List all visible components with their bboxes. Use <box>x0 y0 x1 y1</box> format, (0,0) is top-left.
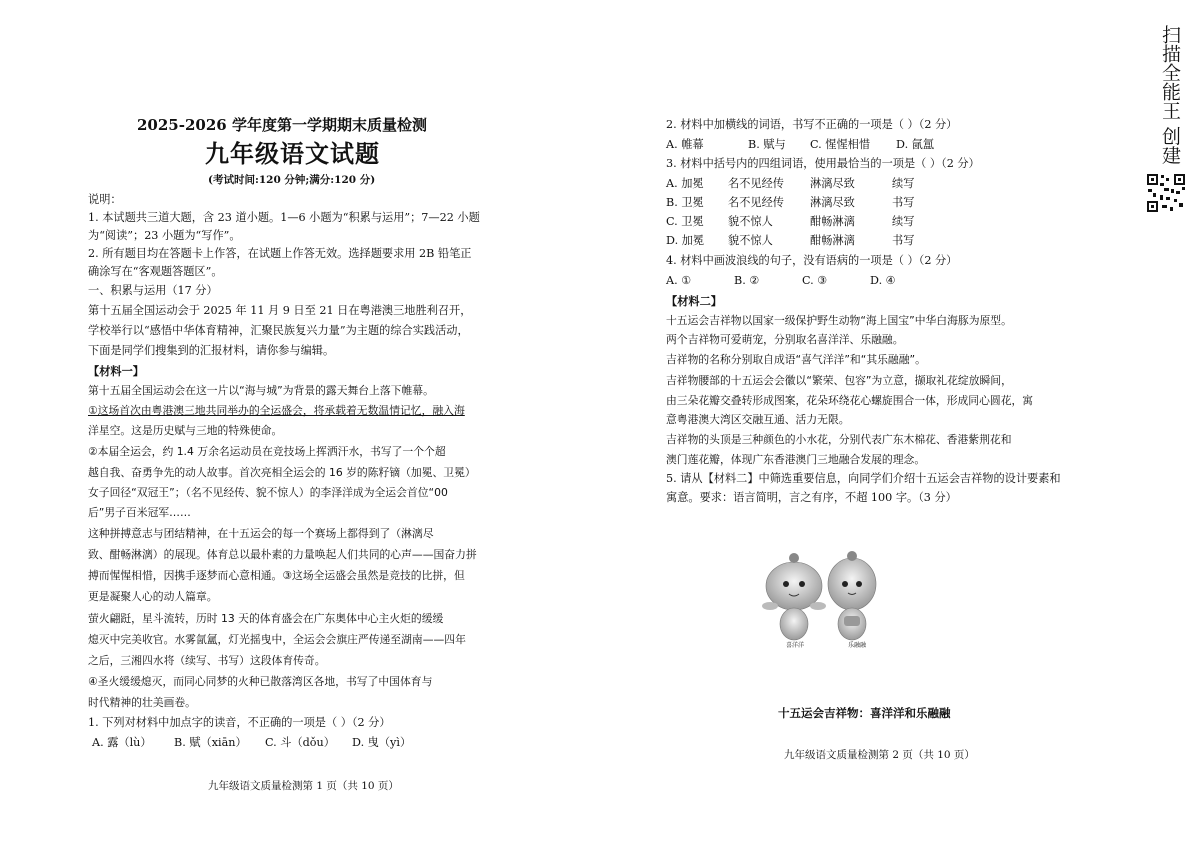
question-2-option: A. 帷幕 <box>666 138 704 151</box>
material2-line: 吉祥物腰部的十五运会会徽以“繁荣、包容”为立意，撷取礼花绽放瞬间， <box>666 374 1012 387</box>
mascot-caption: 十五运会吉祥物：喜洋洋和乐融融 <box>778 706 951 720</box>
q3-option-label: D. 加冕 <box>666 234 705 247</box>
material1-line: 洋星空。这是历史赋与三地的特殊使命。 <box>88 424 283 437</box>
material1-line: 时代精神的壮美画卷。 <box>88 696 196 709</box>
question-1-stem: 1. 下列对材料中加点字的读音，不正确的一项是（ ）（2 分） <box>88 716 391 729</box>
material2-line: 两个吉祥物可爱萌宠，分别取名喜洋洋、乐融融。 <box>666 333 904 346</box>
material1-line: 更是凝聚人心的动人篇章。 <box>88 590 218 603</box>
subject-title: 九年级语文试题 <box>205 140 380 168</box>
q3-option-word: 续写 <box>892 177 915 190</box>
material2-label: 【材料二】 <box>666 294 722 308</box>
material1-line: ④圣火缓缓熄灭，而同心同梦的火种已散落湾区各地，书写了中国体育与 <box>88 675 433 688</box>
q3-option-word: 淋漓尽致 <box>810 177 855 190</box>
question-3-stem: 3. 材料中括号内的四组词语，使用最恰当的一项是（ ）（2 分） <box>666 157 980 170</box>
intro-line: 第十五届全国运动会于 2025 年 11 月 9 日至 21 日在粤港澳三地胜利召开， <box>88 304 472 317</box>
material2-line: 吉祥物的头顶是三种颜色的小水花，分别代表广东木棉花、香港紫荆花和 <box>666 433 1012 446</box>
q3-option-label: C. 卫冕 <box>666 215 704 228</box>
material1-line: ①这场首次由粤港澳三地共同举办的全运盛会，将承载着无数温情记忆，融入海 <box>88 404 465 417</box>
time-info: (考试时间:120 分钟;满分:120 分) <box>208 174 376 186</box>
scanner-watermark: 扫描全能王 创建 <box>1159 25 1181 165</box>
instruction-line: 2. 所有题目均在答题卡上作答，在试题上作答无效。选择题要求用 2B 铅笔正 <box>88 247 472 260</box>
question-4-option: D. ④ <box>870 274 896 287</box>
intro-line: 学校举行以“感悟中华体育精神，汇聚民族复兴力量”为主题的综合实践活动， <box>88 324 469 337</box>
q3-option-word: 书写 <box>892 196 915 209</box>
mascot-name-right: 乐融融 <box>848 642 867 649</box>
material1-line: ②本届全运会，约 1.4 万余名运动员在竞技场上挥洒汗水，书写了一个个超 <box>88 445 446 458</box>
q3-option-word: 续写 <box>892 215 915 228</box>
material1-label: 【材料一】 <box>88 364 144 378</box>
material1-line: 萤火翩跹，星斗流转，历时 13 天的体育盛会在广东奥体中心主火炬的缓缓 <box>88 612 444 625</box>
intro-line: 下面是同学们搜集到的汇报材料，请你参与编辑。 <box>88 344 335 357</box>
question-2-stem: 2. 材料中加横线的词语，书写不正确的一项是（ ）（2 分） <box>666 118 958 131</box>
q3-option-label: A. 加冕 <box>666 177 704 190</box>
question-4-option: A. ① <box>666 274 692 287</box>
q3-option-word: 貌不惊人 <box>728 234 773 247</box>
exam-title: 2025-2026 学年度第一学期期末质量检测 <box>137 116 427 134</box>
question-4-stem: 4. 材料中画波浪线的句子，没有语病的一项是（ ）（2 分） <box>666 254 958 267</box>
material1-line: 第十五届全国运动会在这一片以“海与城”为背景的露天舞台上落下帷幕。 <box>88 384 434 397</box>
question-2-option: B. 赋与 <box>748 138 786 151</box>
question-4-option: B. ② <box>734 274 760 287</box>
q3-option-word: 名不见经传 <box>728 177 784 190</box>
material1-line: 搏而惺惺相惜，因携手逐梦而心意相通。③这场全运盛会虽然是竞技的比拼，但 <box>88 569 465 582</box>
question-1-option: D. 曳（yì） <box>352 736 412 749</box>
material2-line: 意粤港澳大湾区交融互通、活力无限。 <box>666 413 850 426</box>
question-4-option: C. ③ <box>802 274 828 287</box>
q3-option-word: 酣畅淋漓 <box>810 215 855 228</box>
material1-line: 越自我、奋勇争先的动人故事。首次亮相全运会的 16 岁的陈籽镝（加冕、卫冕） <box>88 466 476 479</box>
q3-option-word: 书写 <box>892 234 915 247</box>
material1-line: 之后，三湘四水将（续写、书写）这段体育传奇。 <box>88 654 326 667</box>
question-1-option: A. 露（lù） <box>92 736 152 749</box>
material1-line: 后”男子百米冠军…… <box>88 506 191 519</box>
material2-line: 澳门莲花瓣，体现广东香港澳门三地融合发展的理念。 <box>666 453 926 466</box>
material1-line: 熄灭中完美收官。水雾氤氲，灯光摇曳中，全运会会旗庄严传递至湖南——四年 <box>88 633 466 646</box>
q3-option-word: 貌不惊人 <box>728 215 773 228</box>
material1-line: 这种拼搏意志与团结精神，在十五运会的每一个赛场上都得到了（淋漓尽 <box>88 527 434 540</box>
question-5-line: 5. 请从【材料二】中筛选重要信息，向同学们介绍十五运会吉祥物的设计要素和 <box>666 472 1061 485</box>
q3-option-word: 淋漓尽致 <box>810 196 855 209</box>
question-1-option: B. 赋（xiān） <box>174 736 247 749</box>
question-5-line: 寓意。要求：语言简明，言之有序，不超 100 字。（3 分） <box>666 491 957 504</box>
q3-option-label: B. 卫冕 <box>666 196 704 209</box>
qr-code-icon <box>1146 173 1186 213</box>
page-footer: 九年级语文质量检测第 1 页（共 10 页） <box>208 780 399 792</box>
material1-line: 致、酣畅淋漓）的展现。体育总以最朴素的力量唤起人们共同的心声——国奋力拼 <box>88 548 477 561</box>
material2-line: 十五运会吉祥物以国家一级保护野生动物“海上国宝”中华白海豚为原型。 <box>666 314 1012 327</box>
instruction-line: 确涂写在“客观题答题区”。 <box>88 265 223 278</box>
page-footer: 九年级语文质量检测第 2 页（共 10 页） <box>784 749 975 761</box>
material2-line: 由三朵花瓣交叠转形成图案，花朵环绕花心螺旋围合一体，形成同心圆花，寓 <box>666 394 1034 407</box>
mascot-illustration <box>762 528 882 658</box>
section-heading: 一、积累与运用（17 分） <box>88 284 218 297</box>
question-2-option: D. 氤氲 <box>896 138 935 151</box>
question-2-option: C. 惺惺相惜 <box>810 138 871 151</box>
q3-option-word: 酣畅淋漓 <box>810 234 855 247</box>
page-right <box>600 0 1200 847</box>
material1-line: 女子回径“双冠王”；（名不见经传、貌不惊人）的李泽洋成为全运会首位“00 <box>88 486 448 499</box>
instructions-heading: 说明： <box>88 193 122 206</box>
instruction-line: 1. 本试题共三道大题，含 23 道小题。1—6 小题为“积累与运用”；7—22 小题 <box>88 211 480 224</box>
material2-line: 吉祥物的名称分别取自成语“喜气洋洋”和“其乐融融”。 <box>666 353 926 366</box>
mascot-name-left: 喜洋洋 <box>786 642 805 649</box>
q3-option-word: 名不见经传 <box>728 196 784 209</box>
question-1-option: C. 斗（dǒu） <box>265 736 335 749</box>
instruction-line: 为“阅读”；23 小题为“写作”。 <box>88 229 241 242</box>
